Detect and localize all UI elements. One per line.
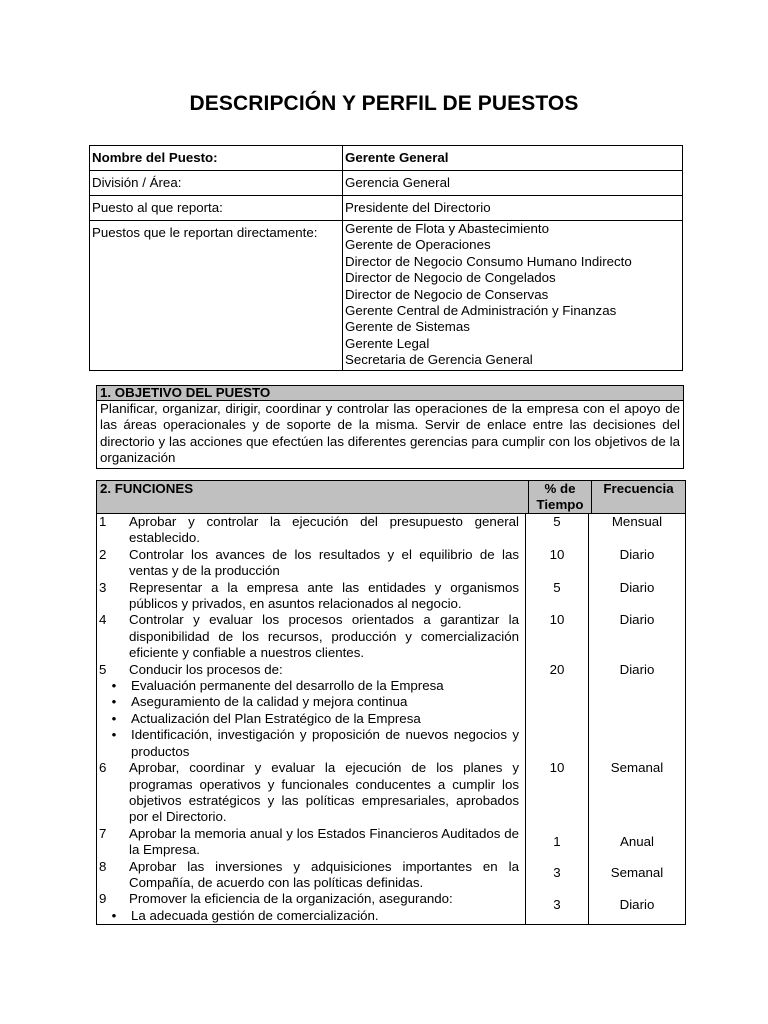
info-label: División / Área:: [90, 171, 343, 196]
function-row: [97, 760, 685, 826]
direct-report-item: Secretaria de Gerencia General: [345, 352, 533, 368]
function-text: Aprobar las inversiones y adquisiciones importantes en la Compañía, de acuerdo con las políticas definidas.: [129, 858, 519, 890]
frequency-header: Frecuencia: [592, 481, 686, 514]
function-number: 2: [99, 546, 107, 562]
function-frequency: Semanal: [588, 760, 685, 826]
function-description: [97, 891, 525, 924]
direct-report-item: Gerente Legal: [345, 335, 430, 351]
function-row: [97, 859, 685, 892]
info-label: Nombre del Puesto:: [90, 146, 343, 171]
info-value: Gerente General: [343, 146, 683, 171]
function-description: [97, 514, 525, 547]
function-text: Promover la eficiencia de la organización, asegurando:: [129, 891, 453, 907]
function-text: Aprobar la memoria anual y los Estados Financieros Auditados de la Empresa.: [129, 825, 519, 858]
function-description: [97, 662, 525, 760]
function-time-percent: 10: [525, 547, 588, 580]
function-frequency: Diario: [588, 662, 685, 760]
function-description: [97, 859, 525, 892]
function-row: [97, 514, 685, 547]
function-row: [97, 580, 685, 613]
function-text: Aprobar y controlar la ejecución del presupuesto general establecido.: [129, 514, 519, 546]
function-time-percent: 1: [525, 826, 588, 859]
info-label: Puesto al que reporta:: [90, 196, 343, 221]
function-number: 4: [99, 612, 107, 628]
function-time-percent: 5: [525, 580, 588, 613]
function-bullet: [97, 678, 525, 694]
function-bullet: [97, 727, 525, 760]
function-description: [97, 612, 525, 661]
function-number: 6: [99, 760, 107, 776]
objective-table: [96, 385, 684, 469]
function-bullet: [97, 694, 525, 710]
bullet-icon: •: [111, 727, 117, 743]
function-bullet: [97, 908, 525, 924]
function-frequency: Diario: [588, 891, 685, 924]
function-row: [97, 662, 685, 760]
function-text: Conducir los procesos de:: [129, 661, 283, 677]
direct-report-item: Director de Negocio de Congelados: [345, 270, 556, 286]
function-bullet-text: Actualización del Plan Estratégico de la Empresa: [131, 710, 421, 726]
objective-text: Planificar, organizar, dirigir, coordinar y controlar las operaciones de la empresa con el apoyo de las áreas operacionales y de soporte de la misma. Servir de enlace entre las decisiones del directorio y las acciones que efectúen las diferentes gerencias para cumplir con los objetivos de la organización: [97, 401, 684, 469]
function-row: [97, 547, 685, 580]
info-row: [90, 221, 683, 371]
function-text: Aprobar, coordinar y evaluar la ejecución de los planes y programas operativos y funcionales conducentes a cumplir los objetivos estratégicos y las políticas empresariales, aprobados por el Directorio.: [129, 760, 519, 825]
function-description: [97, 580, 525, 613]
info-row: [90, 196, 683, 221]
document-title: DESCRIPCIÓN Y PERFIL DE PUESTOS: [189, 92, 579, 115]
function-frequency: Anual: [588, 826, 685, 859]
direct-report-item: Gerente de Operaciones: [345, 237, 491, 253]
bullet-icon: •: [111, 710, 117, 726]
function-frequency: Diario: [588, 547, 685, 580]
function-description: [97, 826, 525, 859]
function-text: Controlar y evaluar los procesos orientados a garantizar la disponibilidad de los recursos, producción y comercialización eficiente y confiable a nuestros clientes.: [129, 612, 519, 661]
direct-report-item: Gerente de Flota y Abastecimiento: [345, 221, 549, 236]
function-number: 8: [99, 858, 107, 874]
function-text: Representar a la empresa ante las entidades y organismos públicos y privados, en asuntos relacionados al negocio.: [129, 579, 519, 612]
function-frequency: Mensual: [588, 514, 685, 547]
time-percent-header: % de Tiempo: [529, 481, 592, 514]
direct-report-item: Director de Negocio Consumo Humano Indirecto: [345, 253, 632, 269]
function-frequency: Diario: [588, 580, 685, 613]
info-label: Puestos que le reportan directamente:: [90, 221, 343, 371]
info-row: [90, 171, 683, 196]
functions-list: [97, 514, 686, 925]
function-number: 3: [99, 579, 107, 595]
function-bullet-text: Identificación, investigación y proposición de nuevos negocios y productos: [131, 727, 519, 759]
functions-heading: 2. FUNCIONES: [97, 481, 529, 514]
info-value: Presidente del Directorio: [343, 196, 683, 221]
function-number: 9: [99, 891, 107, 907]
function-frequency: Semanal: [588, 859, 685, 892]
function-bullet: [97, 711, 525, 727]
function-number: 7: [99, 825, 107, 841]
function-text: Controlar los avances de los resultados y el equilibrio de las ventas y de la producción: [129, 546, 519, 579]
function-description: [97, 760, 525, 826]
objective-heading: 1. OBJETIVO DEL PUESTO: [97, 386, 684, 401]
function-time-percent: 3: [525, 891, 588, 924]
function-number: 5: [99, 661, 107, 677]
info-row: [90, 146, 683, 171]
function-time-percent: 10: [525, 760, 588, 826]
function-bullet-text: Evaluación permanente del desarrollo de la Empresa: [131, 678, 444, 694]
direct-report-item: Director de Negocio de Conservas: [345, 286, 549, 302]
function-row: [97, 826, 685, 859]
function-time-percent: 5: [525, 514, 588, 547]
function-time-percent: 3: [525, 859, 588, 892]
function-bullet-text: La adecuada gestión de comercialización.: [131, 907, 379, 923]
direct-report-item: Gerente Central de Administración y Finanzas: [345, 303, 617, 319]
function-number: 1: [99, 514, 107, 529]
direct-report-item: Gerente de Sistemas: [345, 319, 470, 335]
function-time-percent: 20: [525, 662, 588, 760]
job-info-table: [89, 145, 683, 371]
function-description: [97, 547, 525, 580]
bullet-icon: •: [111, 907, 117, 923]
function-bullet-text: Aseguramiento de la calidad y mejora continua: [131, 694, 408, 710]
function-time-percent: 10: [525, 612, 588, 661]
bullet-icon: •: [111, 694, 117, 710]
function-row: [97, 612, 685, 661]
functions-table: [96, 480, 686, 925]
direct-reports-list: [343, 221, 683, 371]
info-value: Gerencia General: [343, 171, 683, 196]
function-frequency: Diario: [588, 612, 685, 661]
function-row: [97, 891, 685, 924]
bullet-icon: •: [111, 678, 117, 694]
